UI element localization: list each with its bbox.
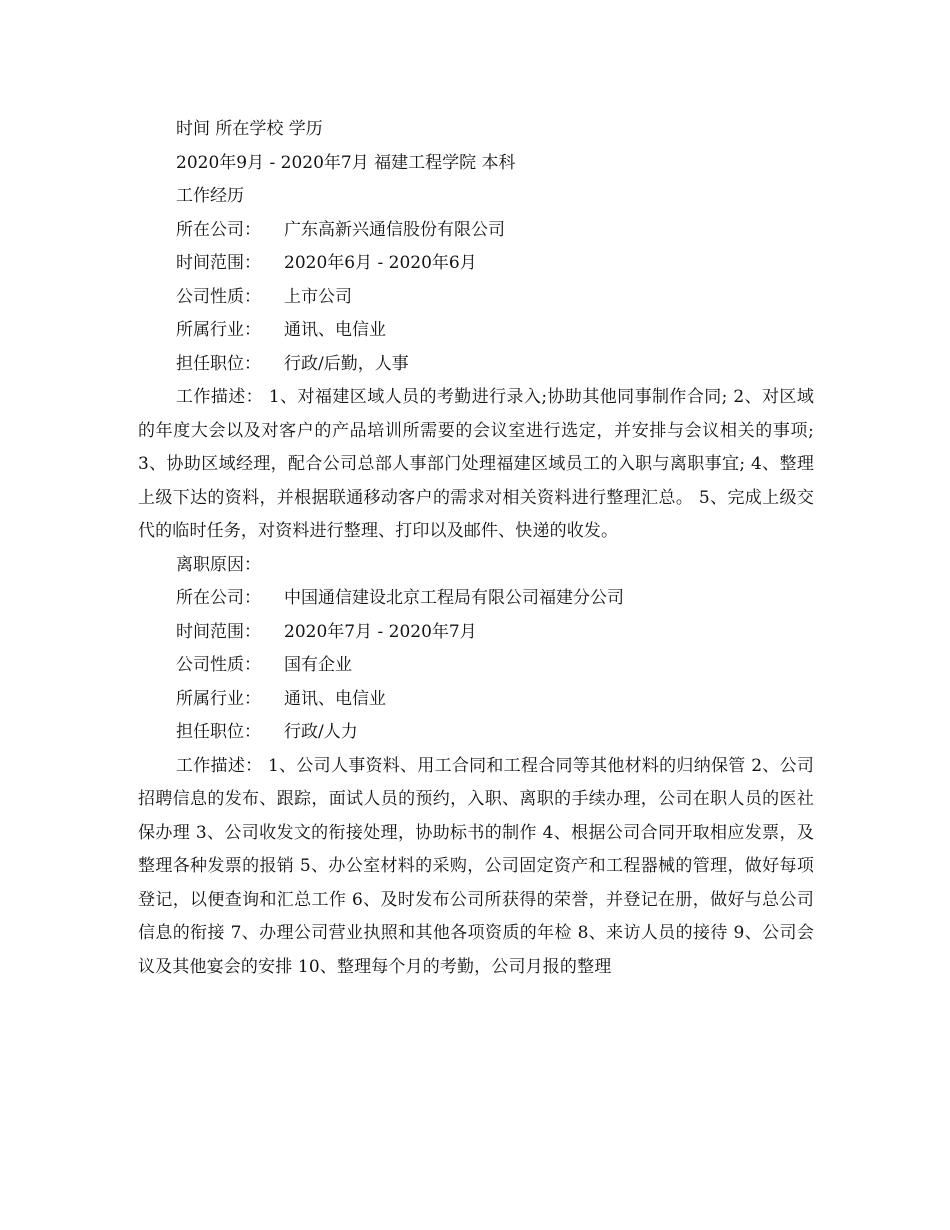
job-position: 行政/人力	[284, 722, 358, 742]
education-header: 时间 所在学校 学历	[176, 119, 323, 139]
job-industry-row	[138, 314, 814, 348]
job-position-label: 担任职位：	[176, 722, 261, 742]
job-company: 广东高新兴通信股份有限公司	[284, 219, 505, 240]
job-position: 行政/后勤，人事	[284, 353, 409, 374]
job-description: 工作描述： 1、对福建区域人员的考勤进行录入;协助其他同事制作合同; 2、对区域的年度大会以及对客户的产品培训所需要的会议室进行选定，并安排与会议相关的事项; 3、协助区域经理，配合公司总部人事部门处理福建区域员工的入职与离职事宜; 4、整理上级下达的资料，并根据联通移动客户的需求对相关资料进行整理汇总。 5、完成上级交代的临时任务，对资料进行整理、打印以及邮件、快递的收发。	[138, 387, 814, 541]
job-position-row	[138, 716, 814, 750]
job-company-row	[138, 582, 814, 616]
job-period-row	[138, 616, 814, 650]
job-company-label: 所在公司：	[176, 219, 261, 240]
resume-page	[138, 113, 814, 984]
job-company-label: 所在公司：	[176, 588, 261, 608]
job-nature-row	[138, 281, 814, 315]
job-industry: 通讯、电信业	[284, 688, 386, 709]
job-company: 中国通信建设北京工程局有限公司福建分公司	[284, 588, 624, 608]
job-nature: 上市公司	[284, 286, 352, 307]
job-description: 工作描述： 1、公司人事资料、用工合同和工程合同等其他材料的归纳保管 2、公司招聘信息的发布、跟踪，面试人员的预约，入职、离职的手续办理，公司在职人员的医社保办理 3、公司收发文的衔接处理，协助标书的制作 4、根据公司合同开取相应发票，及整理各种发票的报销 5、办公室材料的采购，公司固定资产和工程器械的管理，做好每项登记，以便查询和汇总工作 6、及时发布公司所获得的荣誉，并登记在册，做好与总公司信息的衔接 7、办理公司营业执照和其他各项资质的年检 8、来访人员的接待 9、公司会议及其他宴会的安排 10、整理每个月的考勤，公司月报的整理	[138, 755, 814, 977]
job-industry: 通讯、电信业	[284, 320, 386, 340]
job-position-label: 担任职位：	[176, 353, 261, 374]
job-period: 2020年7月 - 2020年7月	[284, 621, 477, 642]
education-row: 2020年9月 - 2020年7月 福建工程学院 本科	[176, 152, 516, 173]
job-entry	[138, 582, 814, 984]
job-period: 2020年6月 - 2020年6月	[284, 253, 477, 273]
job-leave-reason: 离职原因：	[176, 554, 261, 575]
job-industry-label: 所属行业：	[176, 688, 261, 709]
job-period-label: 时间范围：	[176, 621, 261, 642]
work-section-title: 工作经历	[176, 186, 244, 206]
job-industry-row	[138, 683, 814, 717]
job-position-row	[138, 348, 814, 382]
job-period-row	[138, 247, 814, 281]
job-nature-label: 公司性质：	[176, 286, 261, 307]
job-nature-row	[138, 649, 814, 683]
job-nature-label: 公司性质：	[176, 655, 261, 675]
job-nature: 国有企业	[284, 655, 352, 675]
job-company-row	[138, 214, 814, 248]
job-period-label: 时间范围：	[176, 253, 261, 273]
job-industry-label: 所属行业：	[176, 320, 261, 340]
job-entry	[138, 214, 814, 583]
